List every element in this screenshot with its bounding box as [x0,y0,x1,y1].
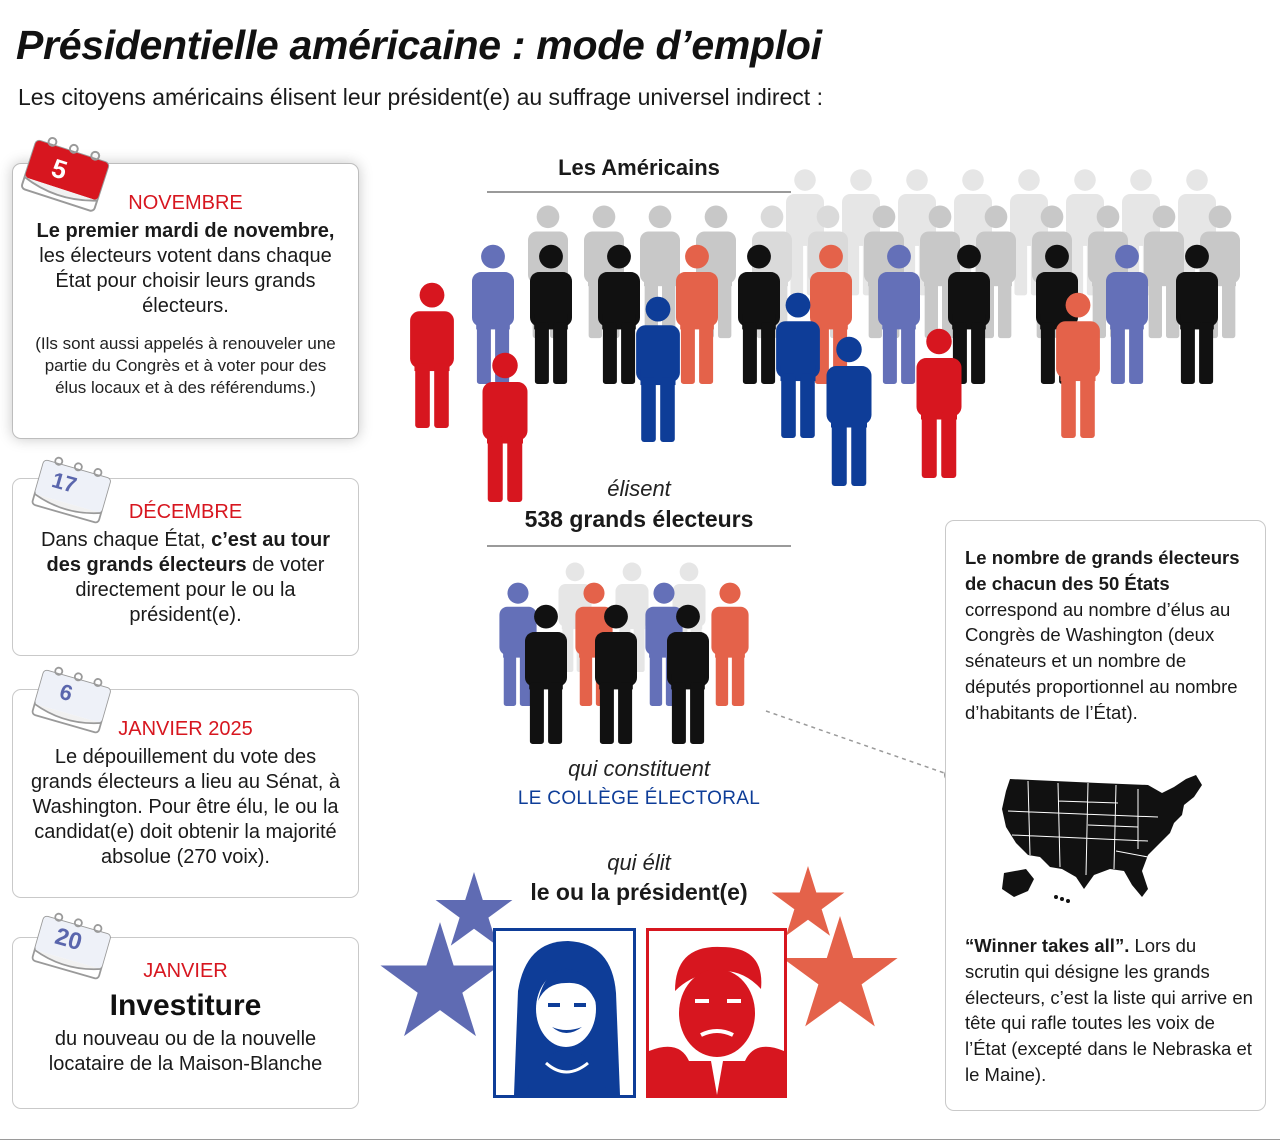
person-icon [595,604,637,744]
president-label: le ou la président(e) [530,879,748,905]
page-title: Présidentielle américaine : mode d’emploi [16,22,822,68]
calendar-day: 5 [47,152,71,186]
trump-illustration [649,931,784,1095]
info-box [945,520,1266,1111]
calendar-day: 20 [51,922,86,957]
college-label: LE COLLÈGE ÉLECTORAL [517,788,761,809]
card-text [13,219,358,319]
electors-group [495,560,765,750]
card-text: du nouveau ou de la nouvelle locataire de la Maison-Blanche [48,1028,323,1075]
star-icon [378,922,502,1040]
person-icon [776,292,820,438]
card-text-b: de voter directement pour le ou la président(e). [75,554,325,626]
card-month: JANVIER 2025 [118,718,253,740]
info-p2-text: Lors du scrutin qui désigne les grands électeurs, c’est la liste qui arrive en tête qui rafle toutes les voix de l’État (excepté dans le Nebraska et le Maine). [965,935,1253,1085]
usa-map-icon [998,771,1214,906]
page-subtitle: Les citoyens américains élisent leur président(e) au suffrage universel indirect : [18,84,823,110]
card-month: JANVIER [143,960,228,982]
card-text: Le dépouillement du vote des grands électeurs a lieu au Sénat, à Washington. Pour être élu, le ou la candidat(e) doit obtenir la majorité absolue (270 voix). [30,746,341,868]
americans-crowd [400,160,1280,480]
elisent-label: élisent [607,476,671,501]
calendar-day: 17 [49,467,80,498]
info-p1-text: correspond au nombre d’élus au Congrès de Washington (deux sénateurs et un nombre de députés proportionnel au nombre d’habitants de l’État). [965,598,1238,723]
harris-illustration [496,931,633,1095]
americans-label: Les Américains [558,155,720,180]
person-icon [410,282,454,428]
card-text-a: Dans chaque État, [40,529,212,551]
electors-rule [487,545,791,547]
card-month: NOVEMBRE [128,192,243,214]
person-icon [530,244,572,384]
bottom-rule [0,1139,1280,1140]
person-icon [711,582,749,706]
constituent-label: qui constituent [568,756,710,781]
info-p2-bold: “Winner takes all”. [965,935,1130,956]
person-icon [667,604,709,744]
person-icon [636,296,680,442]
person-icon [598,244,640,384]
person-icon [878,244,920,384]
electors-count: 538 grands électeurs [524,506,754,532]
person-icon [826,336,872,486]
star-icon [780,916,900,1030]
inauguration-title: Investiture [109,989,262,1022]
card-text-bold: Le premier mardi de novembre, [36,220,335,242]
connector-line [760,705,960,785]
candidate-portrait-harris [493,928,636,1098]
card-month: DÉCEMBRE [128,501,243,523]
person-icon [676,244,718,384]
person-icon [916,328,962,478]
card-text [13,528,358,628]
info-paragraph-1 [965,545,1255,726]
card-text-bold: c’est au tour des grands électeurs [46,529,331,576]
info-p1-bold: Le nombre de grands électeurs de chacun des 50 États [965,547,1240,594]
info-paragraph-2 [965,933,1255,1088]
person-icon [738,244,780,384]
calendar-day: 6 [56,678,76,707]
person-icon [1106,244,1148,384]
person-icon [1176,244,1218,384]
card-note: (Ils sont aussi appelés à renouveler une partie du Congrès et à voter pour des élus locaux et à des référendums.) [35,334,336,397]
person-icon [1056,292,1100,438]
elit-label: qui élit [607,850,671,875]
person-icon [525,604,567,744]
candidate-portrait-trump [646,928,787,1098]
card-text-rest: les électeurs votent dans chaque État pour choisir leurs grands électeurs. [39,245,332,317]
